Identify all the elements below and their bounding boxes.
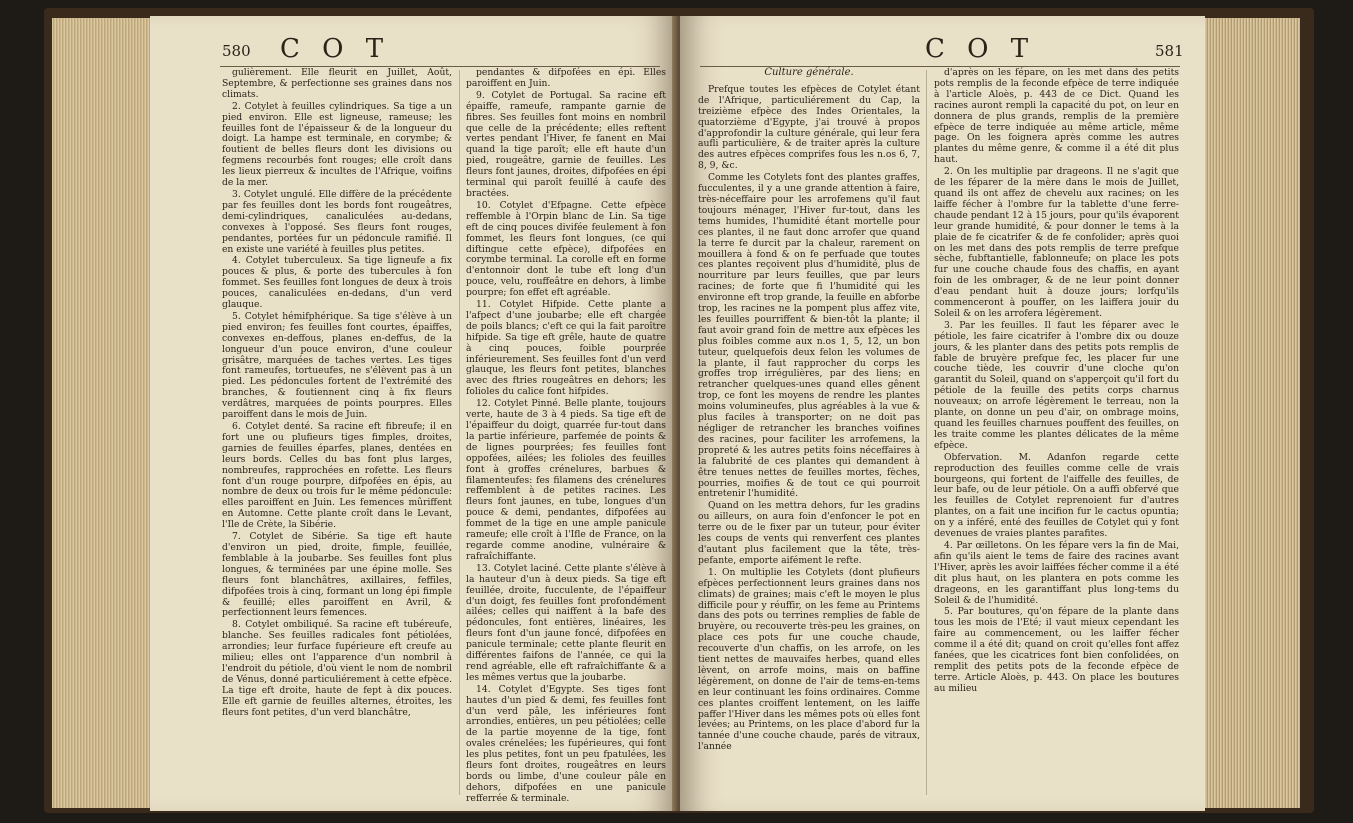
right-page-header: C O T [925,34,1036,64]
right-column-separator [926,70,927,795]
left-col2-paragraph: 13. Cotylet laciné. Cette plante s'élève à la hauteur d'un à deux pieds. Sa tige eft feuillée, droite, fucculente, de l'épaiffeur d'un doigt, fes feuilles font profondément ailées; celles qui naiffent à la bafe des pédoncules, font entières, linéaires, les fleurs font d'un jaune foncé, difpofées en panicule terminale; cette plante fleurit en différentes faifons de l'année, ce qui la rend agréable, elle eft rafraîchiffante & a les mêmes vertus que la joubarbe. [466,562,666,683]
right-col1-paragraph: Comme les Cotylets font des plantes graffes, fucculentes, il y a une grande attention à faire, très-néceffaire pour les arrofemens qu'il faut toujours ménager, l'Hiver fur-tout, dans les tems humides, l'humidité étant mortelle pour ces plantes, il ne faut donc arrofer que quand la terre fe durcit par la chaleur, rarement on mouillera à fond & on fe perfuade que toutes ces plantes reçoivent plus d'humidité, plus de nourriture par leurs feuilles, que par leurs racines; de forte que fi l'humidité qui les environne eft trop grande, la feuille en abforbe trop, les racines ne la pompent plus affez vite, les feuilles pourriffent & bien-tôt la plante; il faut avoir grand foin de mettre aux efpèces les plus foibles comme aux n.os 1, 5, 12, un bon tuteur, quelquefois deux felon les volumes de la plante, il faut rapprocher du corps les groffes trop irrégulières, par des liens; en retrancher quelques-unes quand elles gênent trop, ce font les moyens de rendre les plantes moins volumineufes, plus agréables à la vue & plus faciles à transporter; on ne doit pas négliger de retrancher les branches voifines des racines, pour faciliter les arrofemens, la propreté & les autres petits foins néceffaires à la falubrité de ces plantes qui demandent à être tenues nettes de feuilles mortes, fèches, pourries, moifies & de tout ce qui pourroit entretenir l'humidité. [698,172,920,500]
right-col1-paragraph: Quand on les mettra dehors, fur les gradins ou ailleurs, on aura foin d'enfoncer le pot en terre ou de le fixer par un tuteur, pour éviter les coups de vents qui renverfent ces plantes d'autant plus facilement que la tête, très-pefante, emporte aifément le refte. [698,500,920,566]
left-col1-paragraph: 7. Cotylet de Sibérie. Sa tige eft haute d'environ un pied, droite, fimple, feuillée, femblable à la joubarbe. Ses feuilles font plus longues, & terminées par une épine molle. Ses fleurs font blanchâtres, axillaires, feffiles, difpofées trois à cinq, formant un long épi fimple & feuillé; elles paroiffent en Avril, & perfectionnent leurs femences. [222,531,452,619]
left-col2-paragraph: 9. Cotylet de Portugal. Sa racine eft épaiffe, rameufe, rampante garnie de fibres. Ses feuilles font moins en nombril que celle de la précédente; elles reftent vertes pendant l'Hiver, fe fanent en Mai quand la tige paroît; elle eft haute d'un pied, rougeâtre, garnie de feuilles. Les fleurs font jaunes, droites, difpofées en épi terminal qui paroît feuillé à caufe des bractées. [466,89,666,199]
left-col2-paragraph: 10. Cotylet d'Efpagne. Cette efpèce reffemble à l'Orpin blanc de Lin. Sa tige eft de cinq pouces divifée feulement à fon fommet, les fleurs font longues, (ce qui diftingue cette efpèce), difpofées en corymbe terminal. La corolle eft en forme d'entonnoir dont le tube eft long d'un pouce, velu, rouffeâtre en dehors, à limbe pourpre; fon effet eft agréable. [466,199,666,299]
right-column-1 [698,68,920,754]
left-col2-paragraph: pendantes & difpofées en épi. Elles paroiffent en Juin. [466,67,666,89]
right-page-number: 581 [1155,42,1184,60]
left-col2-paragraph: 14. Cotylet d'Egypte. Ses tiges font hautes d'un pied & demi, fes feuilles font d'un verd pâle, les inférieures font arrondies, entières, un peu pétiolées; celle de la partie moyenne de la tige, font ovales crénelées; les fupérieures, qui font les plus petites, font un peu fpatulées, les fleurs font droites, rougeâtres en leurs bords ou limbe, d'une couleur pâle en dehors, difpofées en une panicule refferrée & terminale. [466,683,666,804]
right-page-edges [1200,18,1300,808]
right-col2-paragraph: 2. On les multiplie par drageons. Il ne s'agit que de les féparer de la mère dans le mois de Juillet, quand ils ont affez de chevelu aux racines; on les laiffe fécher à l'ombre fur la tablette d'une ferre-chaude pendant 12 à 15 jours, pour qu'ils évaporent leur grande humidité, & pour donner le tems à la plaie de fe cicatrifer & de fe confolider; après quoi on les met dans des pots remplis de terre prefque sèche, fubftantielle, fablonneufe; on place les pots fur une couche chaude fous des chaffis, en ayant foin de les ombrager, & de ne leur point donner d'eau pendant huit à douze jours; lorfqu'ils commenceront à pouffer, on les laiffera jouir du Soleil & on les arrofera légèrement. [934,166,1179,319]
left-page-number: 580 [222,42,251,60]
right-col2-paragraph: Obfervation. M. Adanfon regarde cette reproduction des feuilles comme celle de vrais bourgeons, qui fortent de l'aiffelle des feuilles, de leur bafe, ou de leur pétiole. On a auffi obfervé que les feuilles de Cotylet reprenoient fur d'autres plantes, on a fait une incifion fur le cactus opuntia; on y a inféré, enté des feuilles de Cotylet qui y font devenues de vraies plantes parafites. [934,451,1179,540]
left-column-1 [222,68,452,719]
left-col1-paragraph: 2. Cotylet à feuilles cylindriques. Sa tige a un pied environ. Elle est ligneuse, rameuse; les feuilles font de l'épaisseur & de la longueur du doigt. La hampe est terminale, en corymbe; & foutient de belles fleurs dont les divisions ou fegmens recourbés font rouges; elle croît dans les lieux pierreux & incultes de l'Afrique, voifins de la mer. [222,100,452,189]
left-col2-paragraph: 11. Cotylet Hifpide. Cette plante a l'afpect d'une joubarbe; elle eft chargée de poils blancs; c'eft ce qui la fait paroître hifpide. Sa tige eft grêle, haute de quatre à cinq pouces, foible pourprée inférieurement. Ses feuilles font d'un verd glauque, les fleurs font petites, blanches avec des ftries rougeâtres en dehors; les folioles du calice font hifpides. [466,299,666,398]
right-col2-paragraph: d'après on les fépare, on les met dans des petits pots remplis de la feconde efpèce de terre indiquée à l'article Aloès, p. 443 de ce Dict. Quand les racines auront rempli la capacité du pot, on leur en donnera de plus grands, remplis de la première efpèce de terre indiquée au même article, même page. On les foignera après comme les autres plantes du même genre, & comme il a été dit plus haut. [934,67,1179,166]
right-page [680,16,1205,811]
left-col1-paragraph: 8. Cotylet ombiliqué. Sa racine eft tubéreufe, blanche. Ses feuilles radicales font pétiolées, arrondies; leur furface fupérieure eft creufe au milieu; elles ont l'apparence d'un nombril à l'endroit du pétiole, d'où vient le nom de nombril de Vénus, donné particuliérement à cette efpèce. La tige eft droite, haute de fept à dix pouces. Elle eft garnie de feuilles alternes, étroites, les fleurs font petites, d'un verd blanchâtre, [222,619,452,718]
left-page [150,16,675,811]
left-page-edges [52,18,152,808]
left-column-2 [466,68,666,806]
left-col1-paragraph: 5. Cotylet hémifphérique. Sa tige s'élève à un pied environ; fes feuilles font courtes, épaiffes, convexes en-deffous, planes en-deffus, de la longueur d'un pouce environ, d'une couleur grisâtre, marquées de taches vertes. Les tiges font rameufes, tortueufes, ne s'élèvent pas à un pied. Les pédoncules fortent de l'extrémité des branches, & foutiennent cinq à fix fleurs verdâtres, marquées de points pourpres. Elles paroiffent dans le mois de Juin. [222,310,452,421]
section-subtitle: Culture générale. [764,67,854,78]
left-column-separator [459,70,460,795]
right-col1-paragraph: 1. On multiplie les Cotylets (dont plufieurs efpèces perfectionnent leurs graines dans nos climats) de graines; mais c'eft le moyen le plus difficile pour y réuffir, on les feme au Printems dans des pots ou terrines remplies de fable de bruyère, ou recouverte très-peu les graines, on place ces pots fur une couche chaude, recouverte d'un chaffis, on les arrofe, on les tient nettes de mauvaifes herbes, quand elles lèvent, on arrofe moins, mais on baffine légèrement, on donne de l'air de tems-en-tems en leur continuant les foins ordinaires. Comme ces plantes croiffent lentement, on les laiffe paffer l'Hiver dans les mêmes pots où elles font levées; au Printems, on les place d'abord fur la tannée d'une couche chaude, parés de vitraux, l'année [698,566,920,753]
left-col1-paragraph: 4. Cotylet tuberculeux. Sa tige ligneufe a fix pouces & plus, & porte des tubercules à fon fommet. Ses feuilles font longues de deux à trois pouces, canaliculées en-dedans, d'un verd glauque. [222,255,452,311]
right-col2-paragraph: 4. Par œilletons. On les fépare vers la fin de Mai, afin qu'ils aient le tems de faire des racines avant l'Hiver, après les avoir laiffées fécher comme il a été dit plus haut, on les plantera en pots comme les drageons, en les garantiffant plus long-tems du Soleil & de l'humidité. [934,539,1179,606]
right-col2-paragraph: 5. Par boutures, qu'on fépare de la plante dans tous les mois de l'Eté; il vaut mieux cependant les faire au commencement, ou les laiffer fécher comme il a été dit; quand on croit qu'elles font affez fanées, que les cicatrices font bien confolidées, on remplit des petits pots de la feconde efpèce de terre. Article Aloès, p. 443. On place les boutures au milieu [934,606,1179,694]
left-col1-paragraph: gulièrement. Elle fleurit en Juillet, Août, Septembre, & perfectionne ses graines dans nos climats. [222,67,452,100]
left-col2-paragraph: 12. Cotylet Pinné. Belle plante, toujours verte, haute de 3 à 4 pieds. Sa tige eft de l'épaiffeur du doigt, quarrée fur-tout dans la partie inférieure, parfemée de points & de lignes pourprées; fes feuilles font oppofées, ailées; les folioles des feuilles font à groffes crénelures, barbues & filamenteufes: fes filamens des crénelures reffemblent à de petites racines. Les fleurs font jaunes, en tube, longues d'un pouce & demi, pendantes, difpofées au fommet de la tige en une ample panicule rameufe; elle croît à l'Ifle de France, on la regarde comme anodine, vulnéraire & rafraîchiffante. [466,398,666,562]
right-col2-paragraph: 3. Par les feuilles. Il faut les féparer avec le pétiole, les faire cicatrifer à l'ombre dix ou douze jours, & les planter dans des petits pots remplis de fable de bruyère prefque fec, les placer fur une couche tiède, les couvrir d'une cloche qu'on garantit du Soleil, quand on s'apperçoit qu'il fort du pétiole de la feuille des petits corps charnus nouveaux; on arrofe légèrement le terreau, non la plante, on donne un peu d'air, on ombrage moins, quand les feuilles charnues pouffent des feuilles, on les traite comme les plantes délicates de la même efpèce. [934,319,1179,451]
right-column-2 [934,68,1179,696]
left-col1-paragraph: 6. Cotylet denté. Sa racine eft fibreufe; il en fort une ou plufieurs tiges fimples, droites, garnies de feuilles éparfes, planes, dentées en leurs bords. Celles du bas font plus larges, nombreufes, rapprochées en rofette. Les fleurs font d'un rouge pourpre, difpofées en épis, au nombre de deux ou trois fur le même pédoncule: elles paroiffent en Juin. Les femences mûriffent en Automne. Cette plante croît dans le Levant, l'Ile de Crète, la Sibérie. [222,421,452,531]
left-col1-paragraph: 3. Cotylet ungulé. Elle diffère de la précédente par fes feuilles dont les bords font rougeâtres, demi-cylindriques, canaliculées au-dedans, convexes à l'opposé. Ses fleurs font rouges, pendantes, portées fur un pédoncule ramifié. Il en existe une variété à feuilles plus petites. [222,188,452,255]
right-col1-paragraph: Prefque toutes les efpèces de Cotylet étant de l'Afrique, particuliérement du Cap, la treizième efpèce des Indes Orientales, la quatorzième d'Egypte, j'ai trouvé à propos d'approfondir la culture générale, qui leur fera aufli particulière, & de traiter après la culture des autres efpèces comprifes fous les n.os 6, 7, 8, 9, &c. [698,83,920,172]
left-page-header: C O T [280,34,391,64]
